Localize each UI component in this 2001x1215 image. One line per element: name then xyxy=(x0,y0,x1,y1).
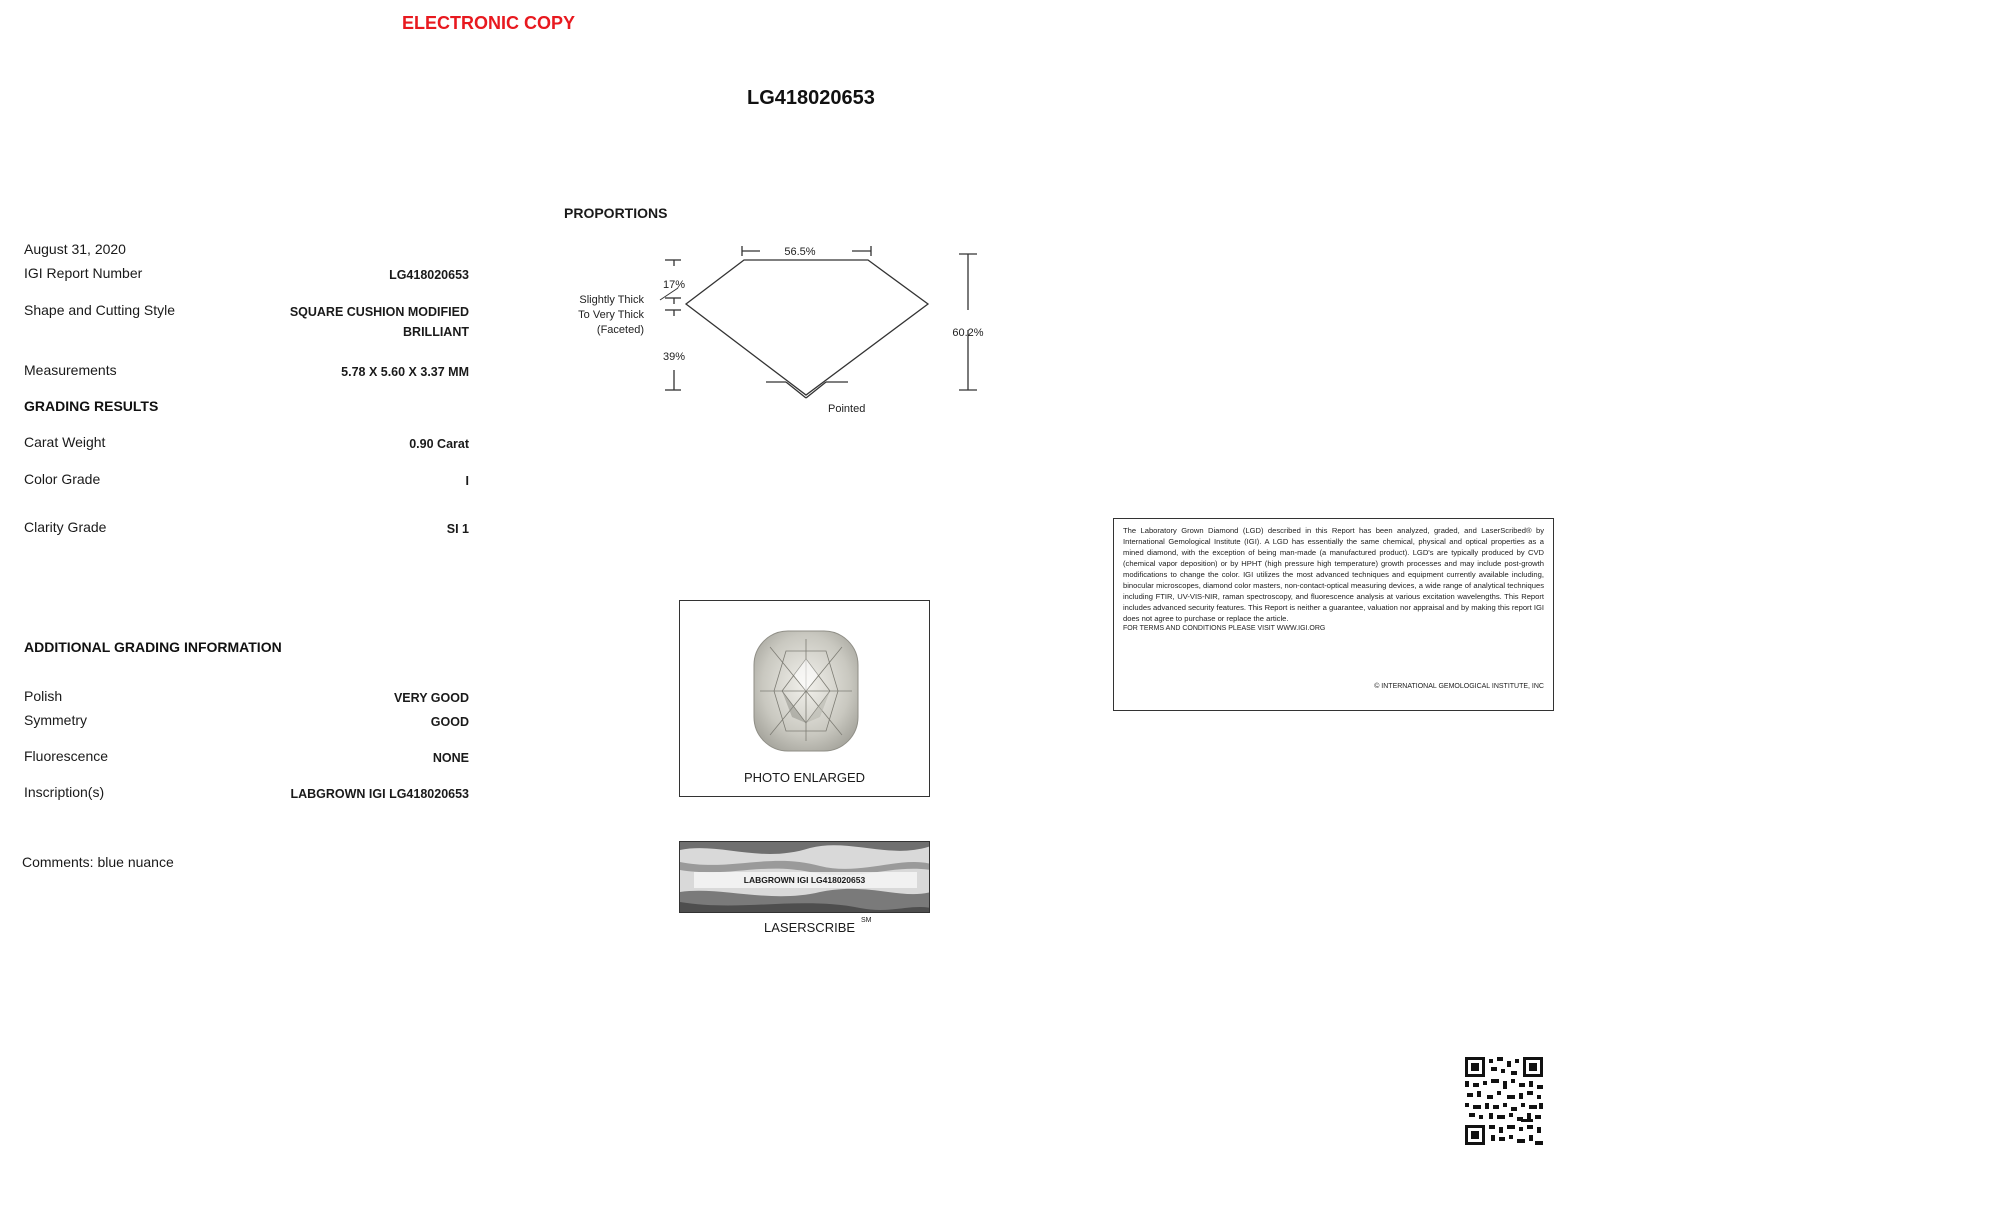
photo-panel xyxy=(679,600,930,797)
color-label: Color Grade xyxy=(24,471,101,487)
culet-label: Pointed xyxy=(828,403,866,415)
grading-results-heading: GRADING RESULTS xyxy=(24,398,159,414)
depth-percent: 60.2% xyxy=(952,327,984,339)
copyright-note: © INTERNATIONAL GEMOLOGICAL INSTITUTE, INC xyxy=(1374,683,1544,690)
shape-value-line1: SQUARE CUSHION MODIFIED xyxy=(289,305,469,319)
fluorescence-value: NONE xyxy=(432,751,469,765)
polish-value: VERY GOOD xyxy=(393,691,469,705)
shape-value xyxy=(290,302,469,342)
report-number-value: LG418020653 xyxy=(389,268,469,282)
shape-value-line2: BRILLIANT xyxy=(403,325,469,339)
pavilion-percent: 39% xyxy=(662,351,686,363)
diamond-profile xyxy=(686,260,928,395)
laserscribe-service-mark: SM xyxy=(861,917,872,924)
fluorescence-label: Fluorescence xyxy=(24,748,109,764)
girdle-line1: Slightly Thick xyxy=(579,294,644,306)
symmetry-value: GOOD xyxy=(430,715,469,729)
additional-grading-heading: ADDITIONAL GRADING INFORMATION xyxy=(24,639,282,655)
report-date: August 31, 2020 xyxy=(24,241,126,257)
color-value: I xyxy=(465,474,469,488)
report-number-label: IGI Report Number xyxy=(24,265,143,281)
proportions-heading: PROPORTIONS xyxy=(564,205,668,221)
laserscribe-inscription: LABGROWN IGI LG418020653 xyxy=(743,875,866,885)
proportions-diagram xyxy=(560,230,1010,420)
laserscribe-caption: LASERSCRIBE xyxy=(764,920,856,935)
polish-label: Polish xyxy=(24,688,63,704)
clarity-value: SI 1 xyxy=(446,522,469,536)
diamond-photo xyxy=(752,629,860,753)
inscription-value: LABGROWN IGI LG418020653 xyxy=(290,787,469,801)
electronic-copy-label: ELECTRONIC COPY xyxy=(402,13,576,33)
carat-label: Carat Weight xyxy=(24,434,106,450)
girdle-line2: To Very Thick xyxy=(578,309,644,321)
measurements-value: 5.78 X 5.60 X 3.37 MM xyxy=(341,365,469,379)
photo-caption: PHOTO ENLARGED xyxy=(743,770,866,785)
measurements-label: Measurements xyxy=(24,362,117,378)
crown-percent: 17% xyxy=(662,279,686,291)
disclaimer-text: The Laboratory Grown Diamond (LGD) described in this Report has been analyzed, graded, and LaserScribed® by International Gemological Institute (IGI). A LGD has essentially the same chemical, physical and optical properties as a mined diamond, with the exception of being man-made (a manufactured product). LGD's are typically produced by CVD (chemical vapor deposition) or by HPHT (high pressure high temperature) growth processes and may include post-growth modifications to change the color. IGI utilizes the most advanced techniques and equipment currently available including, binocular microscopes, diamond color masters, non-contact-optical measuring devices, a wide range of analytical techniques including FTIR, UV-VIS-NIR, raman spectroscopy, and fluorescence analysis at various excitation wavelengths. This Report includes advanced security features. This Report is neither a guarantee, valuation nor appraisal and by making this report IGI does not agree to purchase or replace the article. xyxy=(1123,526,1544,623)
symmetry-label: Symmetry xyxy=(24,712,87,728)
girdle-line3: (Faceted) xyxy=(596,324,644,336)
laserscribe-image xyxy=(679,841,930,913)
table-percent: 56.5% xyxy=(784,246,816,258)
carat-value: 0.90 Carat xyxy=(409,437,469,451)
inscription-label: Inscription(s) xyxy=(24,784,105,800)
report-number-title: LG418020653 xyxy=(747,87,875,109)
disclaimer-panel xyxy=(1113,518,1554,711)
comments: Comments: blue nuance xyxy=(22,854,174,870)
terms-note: FOR TERMS AND CONDITIONS PLEASE VISIT WWW.IGI.ORG xyxy=(1123,625,1326,632)
clarity-label: Clarity Grade xyxy=(24,519,107,535)
shape-label: Shape and Cutting Style xyxy=(24,302,175,318)
qr-code xyxy=(1465,1057,1543,1145)
